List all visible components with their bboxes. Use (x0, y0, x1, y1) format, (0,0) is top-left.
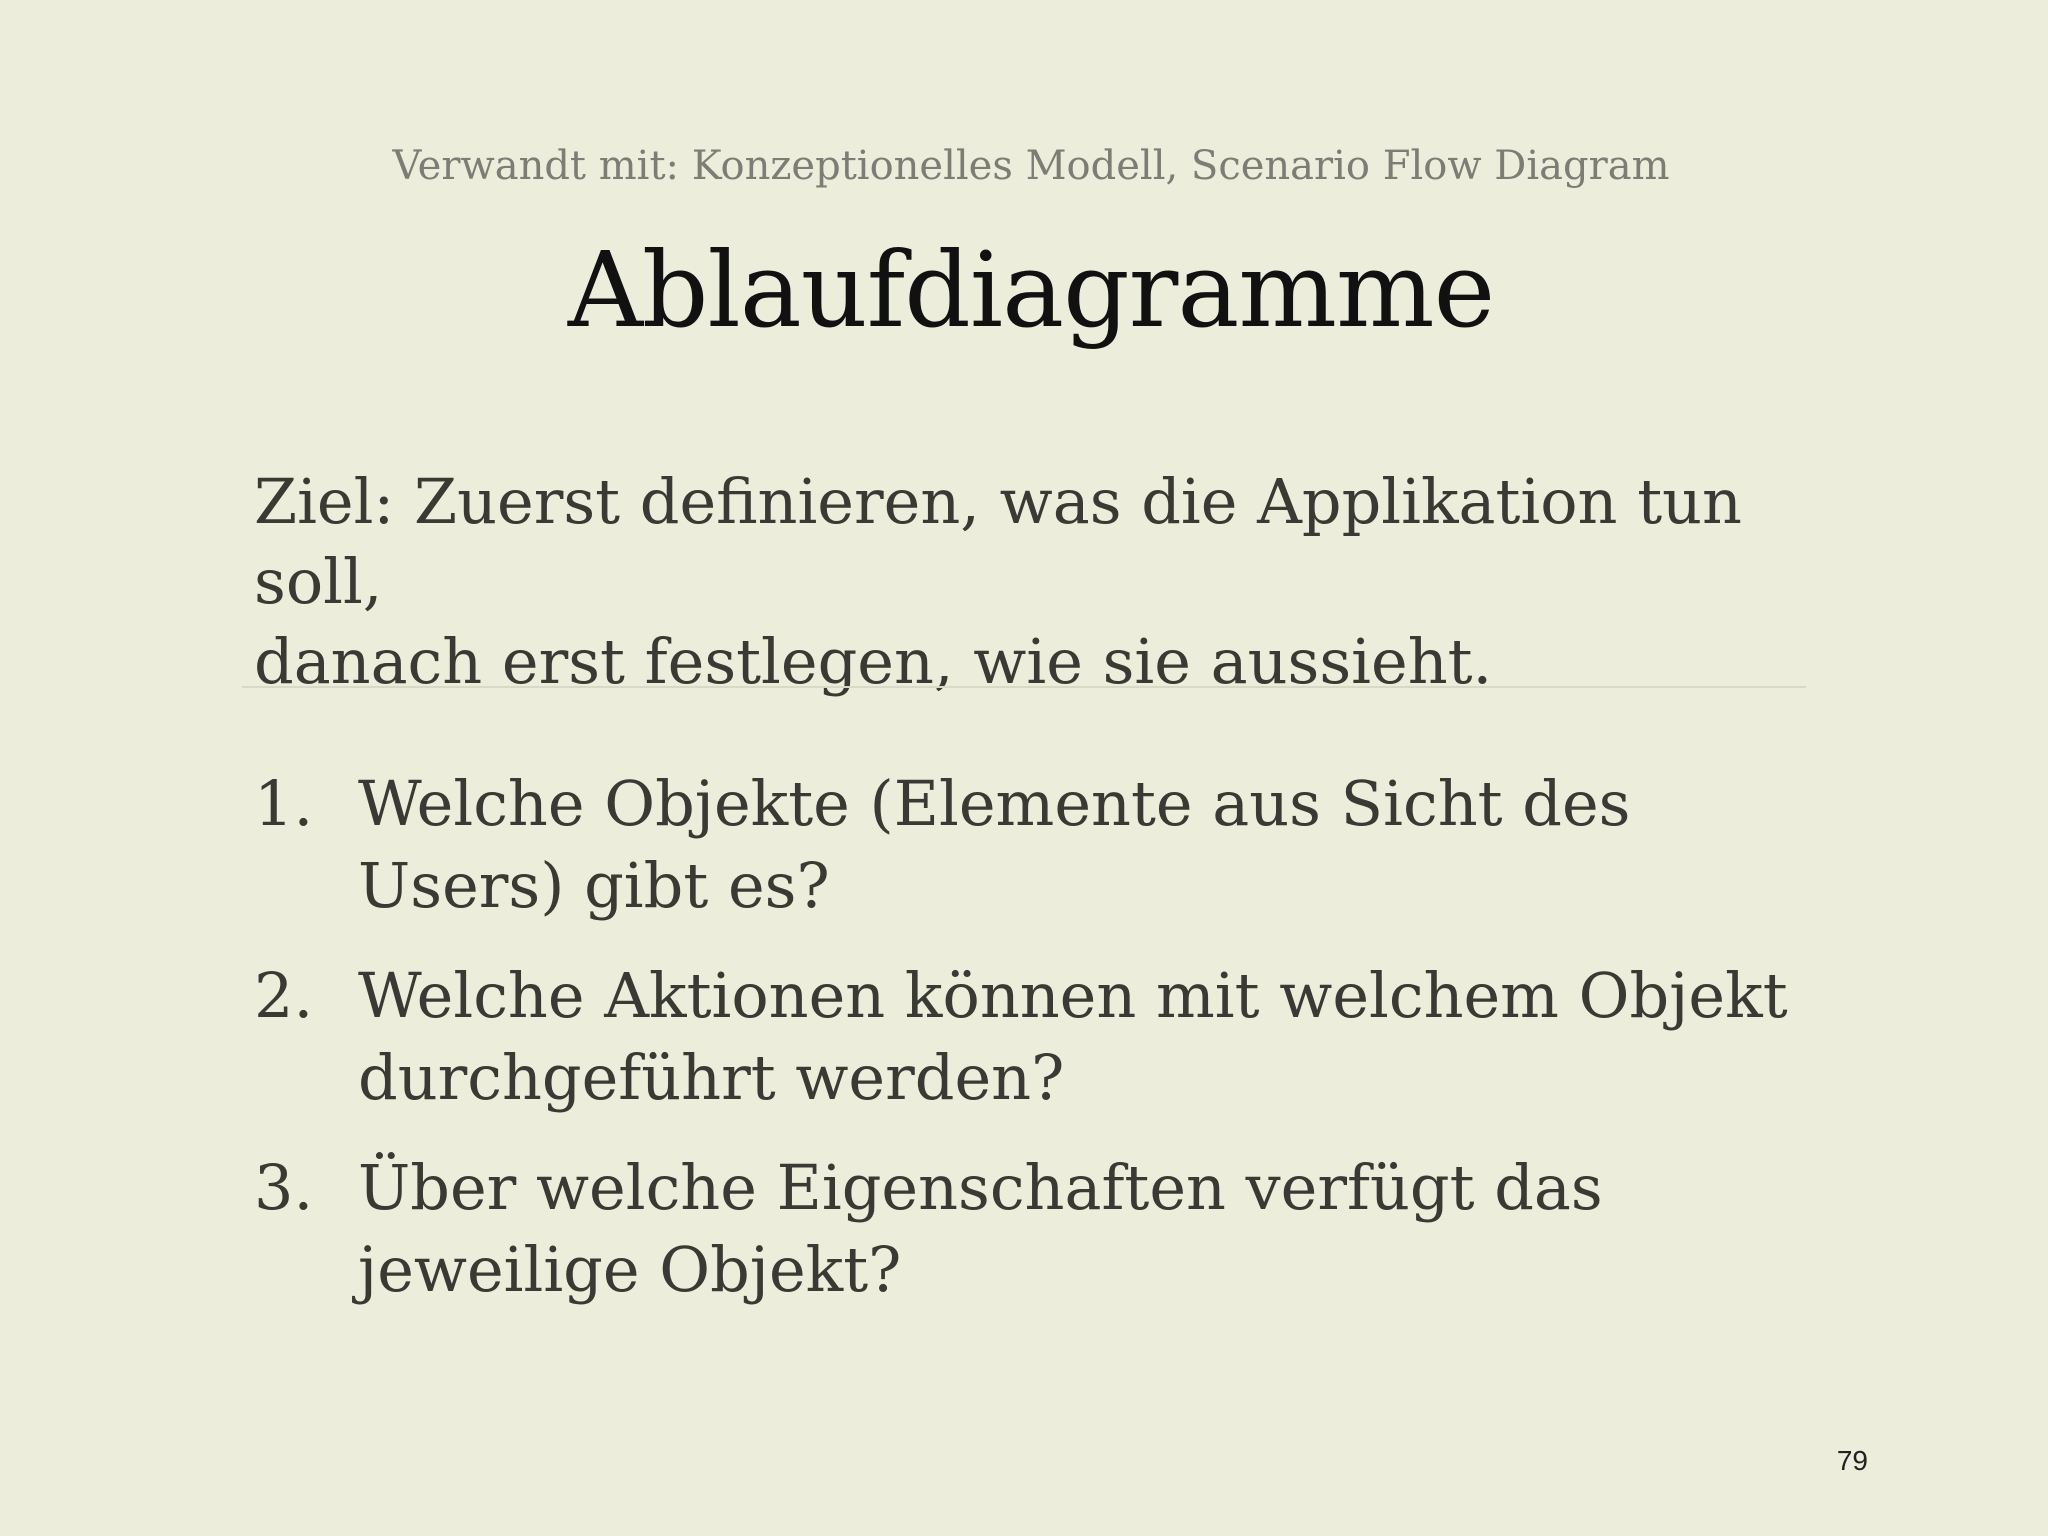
page-number: 79 (1836, 1445, 1868, 1476)
slide-title: Ablaufdiagramme (567, 229, 1495, 351)
goal-statement (254, 462, 1814, 702)
list-number-3: 3. (254, 1151, 314, 1224)
question-list (254, 763, 1834, 1339)
list-text-2: Welche Aktionen können mit welchem Objekt durchgeführt werden? (358, 959, 1788, 1114)
list-number-2: 2. (254, 959, 314, 1032)
list-item-1 (254, 763, 1834, 927)
list-number-1: 1. (254, 767, 314, 840)
related-topics: Verwandt mit: Konzeptionelles Modell, Scenario Flow Diagram (392, 143, 1670, 189)
goal-line-1: Ziel: Zuerst definieren, was die Applikation tun soll, (254, 465, 1742, 618)
list-item-2 (254, 955, 1834, 1119)
list-item-3 (254, 1147, 1834, 1311)
list-text-1: Welche Objekte (Elemente aus Sicht des Users) gibt es? (358, 767, 1631, 922)
goal-line-2: danach erst festlegen, wie sie aussieht. (254, 625, 1493, 698)
list-text-3: Über welche Eigenschaften verfügt das jeweilige Objekt? (358, 1151, 1603, 1306)
divider (242, 686, 1806, 688)
